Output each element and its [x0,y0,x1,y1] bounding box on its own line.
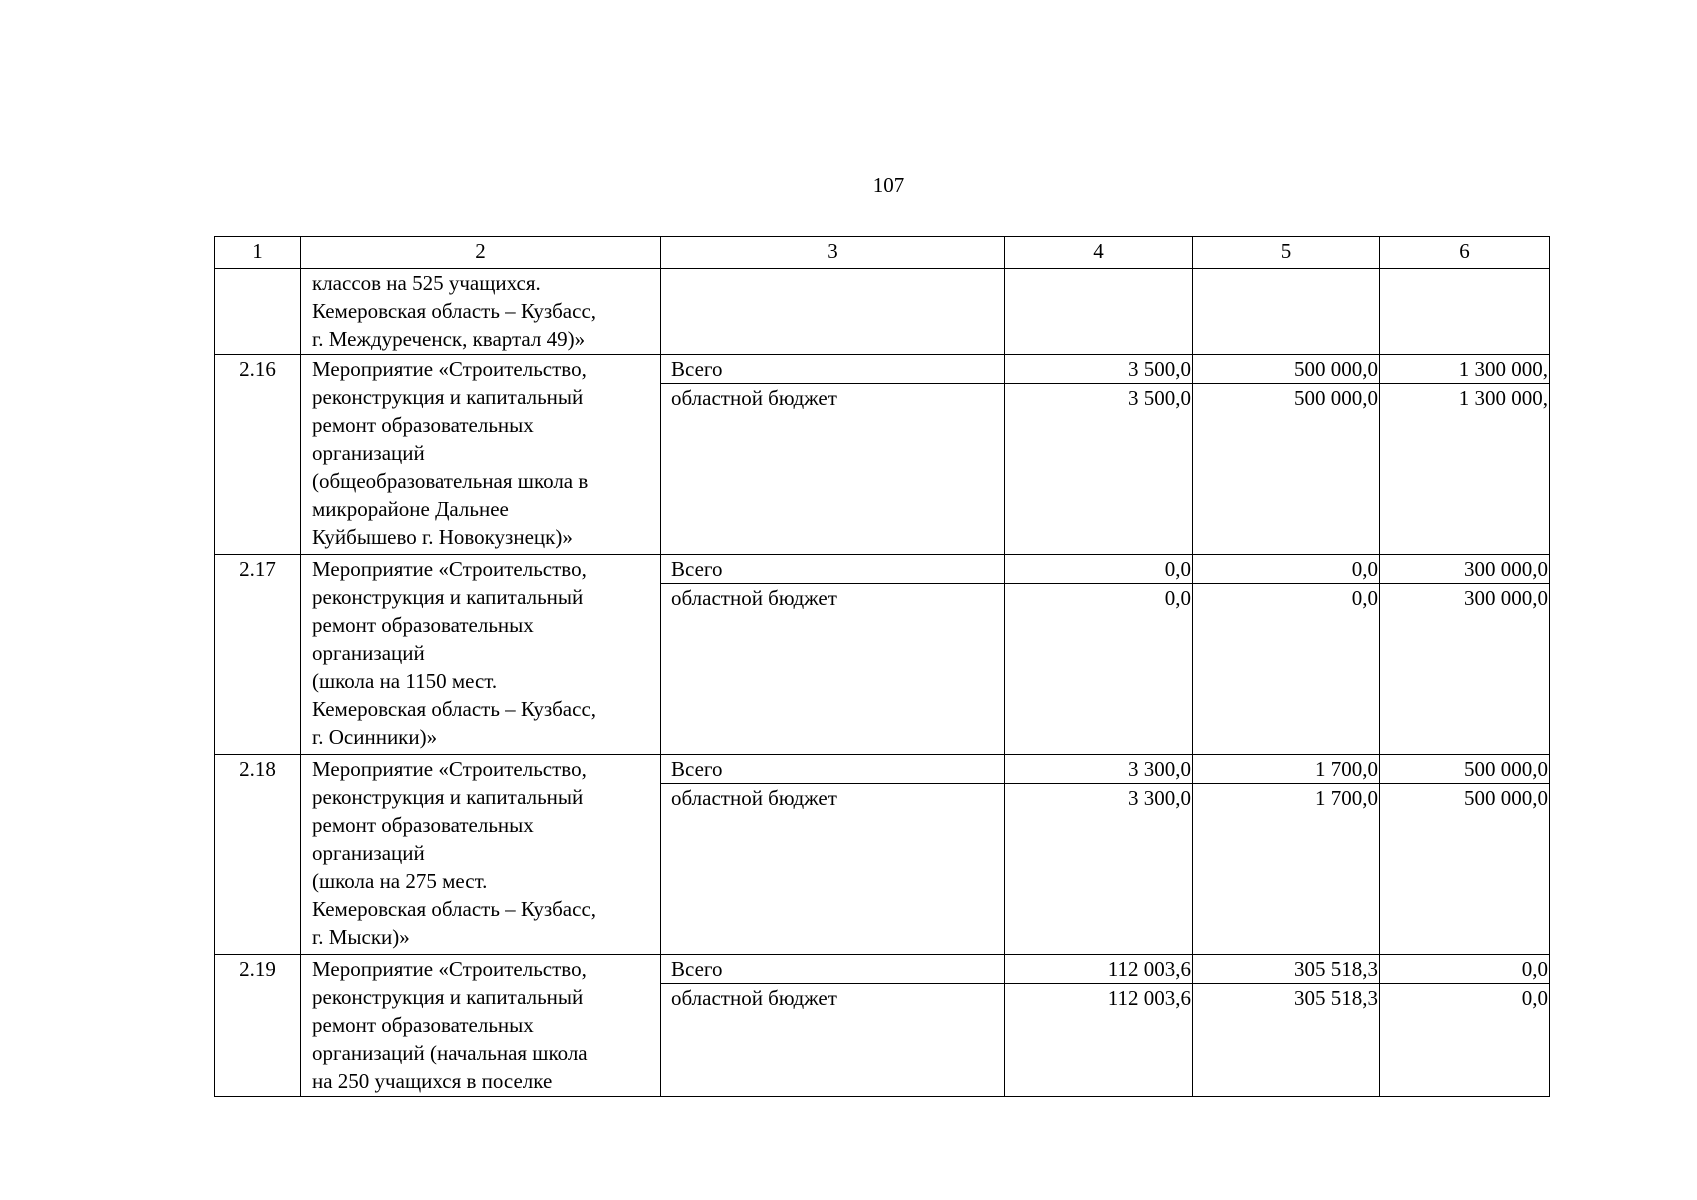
amount-c4: 3 500,0 [1005,384,1193,555]
row-description [301,955,661,1097]
header-cell-5: 5 [1193,237,1380,269]
description-line: (общеобразовательная школа в [312,469,589,493]
amount-c4: 0,0 [1005,584,1193,755]
description-line: г. Междуреченск, квартал 49)» [312,327,586,351]
funding-source: областной бюджет [661,984,1005,1097]
description-line: реконструкция и капитальный [312,385,584,409]
funding-source: областной бюджет [661,784,1005,955]
description-line: организаций [312,641,425,665]
table-row [215,955,1550,984]
description-line: организаций (начальная школа [312,1041,588,1065]
row-description [301,755,661,955]
description-line: микрорайоне Дальнее [312,497,509,521]
table-row [215,555,1550,584]
amount-c5: 500 000,0 [1193,384,1380,555]
row-number: 2.19 [215,955,301,1097]
amount-c6: 1 300 000, [1380,355,1550,384]
amount-c6: 0,0 [1380,955,1550,984]
table-body [215,237,1550,1097]
description-line: организаций [312,441,425,465]
continuation-row [215,269,1550,355]
description-line: ремонт образовательных [312,413,534,437]
row-number: 2.16 [215,355,301,555]
amount-c6: 300 000,0 [1380,584,1550,755]
funding-source: Всего [661,755,1005,784]
description-line: Мероприятие «Строительство, [312,557,587,581]
amount-c6: 0,0 [1380,984,1550,1097]
table-row [215,355,1550,384]
header-cell-1: 1 [215,237,301,269]
table-row [215,755,1550,784]
amount-c5: 305 518,3 [1193,955,1380,984]
amount-c5: 1 700,0 [1193,784,1380,955]
continuation-num-cell [215,269,301,355]
description-line: реконструкция и капитальный [312,785,584,809]
row-description [301,555,661,755]
description-line: на 250 учащихся в поселке [312,1069,553,1093]
header-cell-6: 6 [1380,237,1550,269]
header-cell-4: 4 [1005,237,1193,269]
funding-source: областной бюджет [661,384,1005,555]
description-line: Мероприятие «Строительство, [312,757,587,781]
continuation-description [301,269,661,355]
row-description [301,355,661,555]
description-line: реконструкция и капитальный [312,585,584,609]
description-line: Кемеровская область – Кузбасс, [312,897,597,921]
amount-c4: 3 500,0 [1005,355,1193,384]
amount-c4: 3 300,0 [1005,755,1193,784]
row-number: 2.18 [215,755,301,955]
funding-source: Всего [661,555,1005,584]
amount-c6: 300 000,0 [1380,555,1550,584]
description-line: Кемеровская область – Кузбасс, [312,697,597,721]
amount-c5: 1 700,0 [1193,755,1380,784]
amount-c4: 3 300,0 [1005,784,1193,955]
amount-c5: 0,0 [1193,555,1380,584]
amount-c6: 1 300 000, [1380,384,1550,555]
continuation-value-cell [1193,269,1380,355]
description-line: реконструкция и капитальный [312,985,584,1009]
description-line: ремонт образовательных [312,1013,534,1037]
amount-c4: 112 003,6 [1005,955,1193,984]
description-line: ремонт образовательных [312,813,534,837]
amount-c5: 0,0 [1193,584,1380,755]
continuation-source-cell [661,269,1005,355]
funding-source: Всего [661,955,1005,984]
description-line: (школа на 1150 мест. [312,669,498,693]
amount-c4: 0,0 [1005,555,1193,584]
funding-source: Всего [661,355,1005,384]
amount-c5: 500 000,0 [1193,355,1380,384]
amount-c6: 500 000,0 [1380,784,1550,955]
description-line: ремонт образовательных [312,613,534,637]
header-cell-2: 2 [301,237,661,269]
row-number: 2.17 [215,555,301,755]
continuation-value-cell [1005,269,1193,355]
description-line: (школа на 275 мест. [312,869,488,893]
budget-table [214,236,1550,1097]
description-line: Кемеровская область – Кузбасс, [312,299,597,323]
description-line: организаций [312,841,425,865]
description-line: г. Мыски)» [312,925,410,949]
description-line: Куйбышево г. Новокузнецк)» [312,525,573,549]
continuation-value-cell [1380,269,1550,355]
funding-source: областной бюджет [661,584,1005,755]
amount-c6: 500 000,0 [1380,755,1550,784]
amount-c4: 112 003,6 [1005,984,1193,1097]
description-line: г. Осинники)» [312,725,438,749]
description-line: классов на 525 учащихся. [312,271,541,295]
page-number: 107 [872,173,905,197]
description-line: Мероприятие «Строительство, [312,357,587,381]
description-line: Мероприятие «Строительство, [312,957,587,981]
amount-c5: 305 518,3 [1193,984,1380,1097]
header-cell-3: 3 [661,237,1005,269]
header-row [215,237,1550,269]
